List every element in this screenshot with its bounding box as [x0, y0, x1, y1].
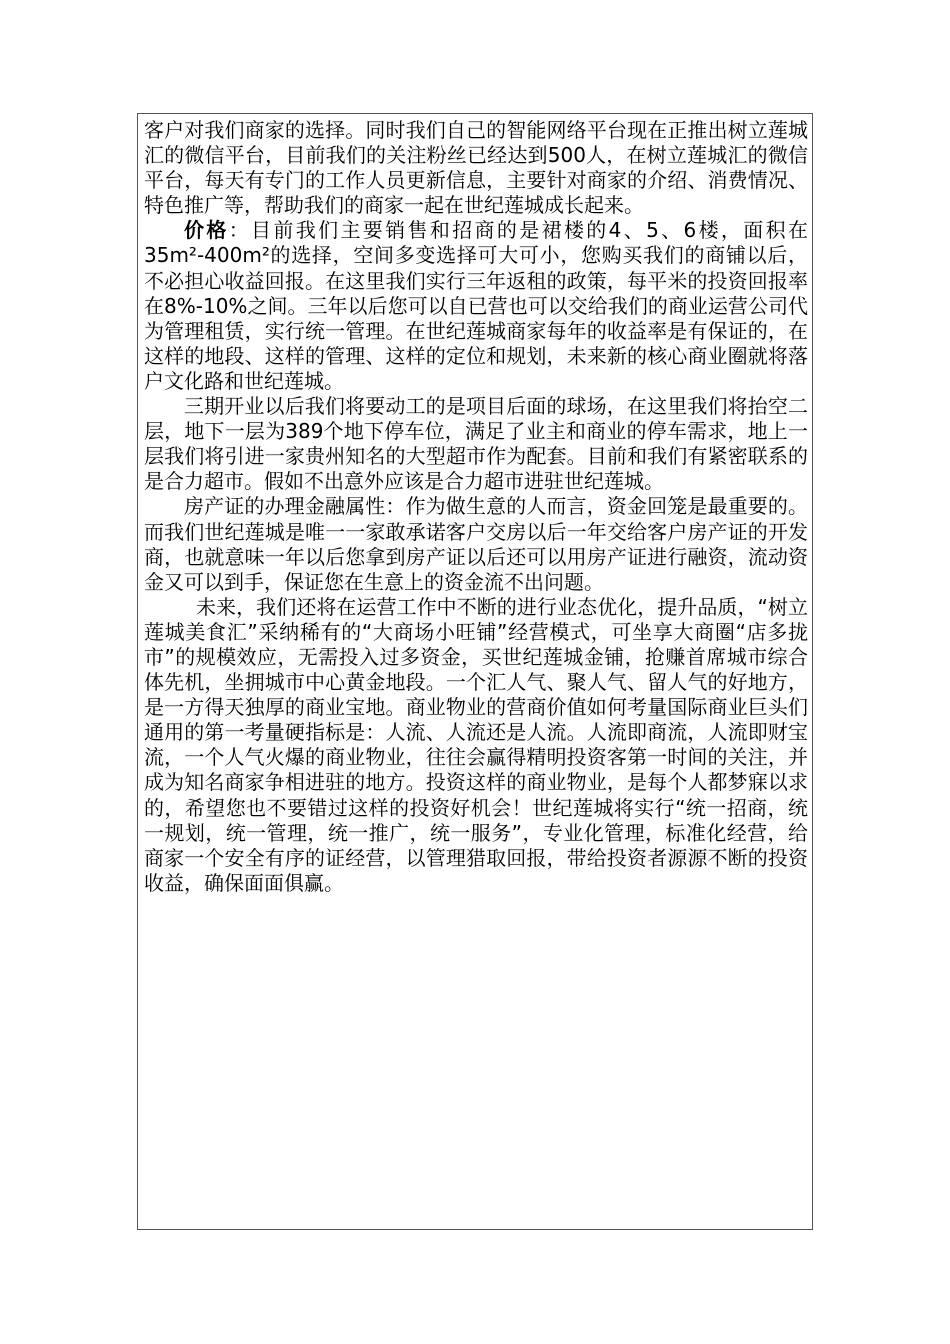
- paragraph-lead-price: 价格: [184, 218, 229, 243]
- paragraph-text: 客户对我们商家的选择。同时我们自己的智能网络平台现在正推出树立莲城汇的微信平台，目前我们的关注粉丝已经达到500人，在树立莲城汇的微信平台，每天有专门的工作人员更新信息，主要针对商家的介绍、消费情况、特色推广等，帮助我们的商家一起在世纪莲城成长起来。: [144, 118, 808, 218]
- paragraph-price: [144, 218, 808, 394]
- paragraph-text: 房产证的办理金融属性：作为做生意的人而言，资金回笼是最重要的。而我们世纪莲城是唯一一家敢承诺客户交房以后一年交给客户房产证的开发商，也就意味一年以后您拿到房产证以后还可以用房产证进行融资，流动资金又可以到手，保证您在生意上的资金流不出问题。: [144, 494, 808, 594]
- paragraph-property-certificate: [144, 494, 808, 594]
- paragraph-parking-supermarket: [144, 394, 808, 494]
- paragraph-text: ：目前我们主要销售和招商的是裙楼的4、5、6楼，面积在35m²-400m²的选择，空间多变选择可大可小，您购买我们的商铺以后，不必担心收益回报。在这里我们实行三年返租的政策，每平米的投资回报率在8%-10%之间。三年以后您可以自已营也可以交给我们的商业运营公司代为管理租赁，实行统一管理。在世纪莲城商家每年的收益率是有保证的，在这样的地段、这样的管理、这样的定位和规划，未来新的核心商业圈就将落户文化路和世纪莲城。: [144, 218, 808, 393]
- paragraph-text: 未来，我们还将在运营工作中不断的进行业态优化，提升品质，“树立莲城美食汇”采纳稀有的“大商场小旺铺”经营模式，可坐享大商圈“店多拢市”的规模效应，无需投入过多资金，买世纪莲城金铺，抢赚首席城市综合体先机，坐拥城市中心黄金地段。一个汇人气、聚人气、留人气的好地方，是一方得天独厚的商业宝地。商业物业的营商价值如何考量国际商业巨头们通用的第一考量硬指标是：人流、人流还是人流。人流即商流，人流即财宝流，一个人气火爆的商业物业，往往会赢得精明投资客第一时间的关注，并成为知名商家争相进驻的地方。投资这样的商业物业，是每个人都梦寐以求的，希望您也不要错过这样的投资好机会！世纪莲城将实行“统一招商，统一规划，统一管理，统一推广，统一服务”，专业化管理，标准化经营，给商家一个安全有序的证经营，以管理猎取回报，带给投资者源源不断的投资收益，确保面面俱赢。: [144, 594, 808, 895]
- paragraph-wechat-platform: [144, 118, 808, 218]
- paragraph-future-operations: [144, 595, 808, 896]
- document-body: [144, 118, 808, 896]
- paragraph-text: 三期开业以后我们将要动工的是项目后面的球场，在这里我们将抬空二层，地下一层为389个地下停车位，满足了业主和商业的停车需求，地上一层我们将引进一家贵州知名的大型超市作为配套。目前和我们有紧密联系的是合力超市。假如不出意外应该是合力超市进驻世纪莲城。: [144, 394, 808, 494]
